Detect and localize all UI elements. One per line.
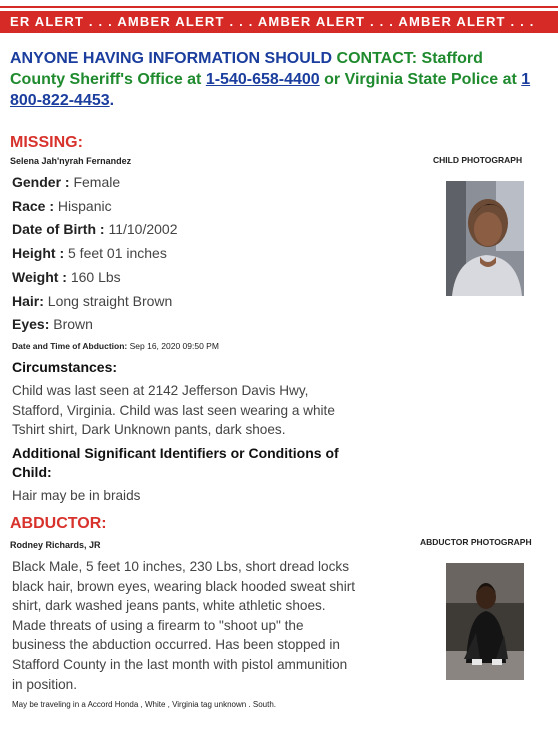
field-label: Height :: [12, 245, 65, 261]
circumstances-text: [12, 381, 335, 440]
field-label: Weight :: [12, 269, 67, 285]
contact-info: [10, 48, 558, 111]
vehicle-footnote: May be traveling in a Accord Honda , White , Virginia tag unknown . South.: [12, 700, 276, 709]
field-value: 160 Lbs: [70, 269, 121, 285]
field-hair: [12, 293, 172, 309]
field-value: Long straight Brown: [47, 293, 173, 309]
identifiers-heading-line: Additional Significant Identifiers or Conditions of: [12, 445, 339, 461]
identifiers-heading: [12, 444, 339, 482]
description-line: in position.: [12, 676, 77, 692]
child-photograph: [446, 181, 524, 296]
field-label: Race :: [12, 198, 55, 214]
field-value: Hispanic: [57, 198, 112, 214]
state-police-phone-link[interactable]: 800-822-4453: [10, 92, 110, 109]
field-value: Female: [73, 174, 121, 190]
field-height: [12, 245, 167, 261]
state-police-text: or Virginia State Police at: [319, 71, 522, 88]
field-label: Hair:: [12, 293, 44, 309]
field-eyes: [12, 316, 93, 332]
state-police-phone-link-start[interactable]: 1: [521, 71, 531, 88]
description-line: Stafford County in the last month with pistol ammunition: [12, 656, 348, 672]
child-photo-image: [446, 181, 524, 296]
field-value: 5 feet 01 inches: [68, 245, 167, 261]
field-label: Eyes:: [12, 316, 50, 332]
circumstances-line: Stafford, Virginia. Child was last seen wearing a white: [12, 402, 335, 418]
abductor-description: [12, 557, 355, 694]
missing-child-name: Selena Jah'nyrah Fernandez: [10, 156, 132, 166]
field-weight: [12, 269, 121, 285]
banner-top-rule: [0, 6, 558, 8]
abduction-value: Sep 16, 2020 09:50 PM: [129, 341, 219, 351]
sheriff-office-text: County Sheriff's Office at: [10, 71, 206, 88]
contact-line-3: [10, 90, 558, 111]
abductor-name: Rodney Richards, JR: [10, 540, 101, 550]
banner-bar: [0, 11, 558, 33]
field-race: [12, 198, 112, 214]
description-line: business the abduction occurred. Has been stopped in: [12, 637, 340, 653]
abduction-date-time: [12, 341, 219, 351]
abductor-heading: ABDUCTOR:: [10, 515, 107, 532]
field-date-of-birth: [12, 221, 177, 237]
field-value: Brown: [53, 316, 93, 332]
abductor-photo-image: [446, 563, 524, 680]
amber-alert-banner: [0, 6, 558, 36]
abduction-label: Date and Time of Abduction:: [12, 341, 128, 351]
missing-heading: MISSING:: [10, 134, 83, 151]
circumstances-line: Tshirt shirt, Dark Unknown pants, dark shoes.: [12, 422, 286, 438]
field-label: Date of Birth :: [12, 221, 105, 237]
description-line: Made threats of using a firearm to "shoot up" the: [12, 617, 304, 633]
abductor-photo-label: ABDUCTOR PHOTOGRAPH: [420, 537, 532, 547]
circumstances-heading: Circumstances:: [12, 359, 118, 375]
child-photo-label: CHILD PHOTOGRAPH: [433, 155, 523, 165]
description-line: shirt, dark washed jeans pants, white athletic shoes.: [12, 598, 326, 614]
field-value: 11/10/2002: [108, 221, 178, 237]
field-label: Gender :: [12, 174, 70, 190]
description-line: black hair, brown eyes, wearing black hooded sweat shirt: [12, 578, 356, 594]
identifiers-text: Hair may be in braids: [12, 488, 141, 503]
identifiers-heading-line: Child:: [12, 464, 52, 480]
contact-line-2: [10, 69, 558, 90]
contact-intro: ANYONE HAVING INFORMATION SHOULD: [10, 50, 337, 67]
field-gender: [12, 174, 120, 190]
description-line: Black Male, 5 feet 10 inches, 230 Lbs, short dread locks: [12, 559, 350, 574]
contact-line-1: [10, 48, 558, 69]
contact-label: CONTACT: Stafford: [336, 50, 483, 67]
banner-text: ER ALERT . . . AMBER ALERT . . . AMBER ALERT . . . AMBER ALERT . . .: [10, 14, 535, 29]
circumstances-line: Child was last seen at 2142 Jefferson Davis Hwy,: [12, 383, 309, 398]
abductor-photograph: [446, 563, 524, 680]
sheriff-phone-link[interactable]: 1-540-658-4400: [205, 71, 320, 88]
contact-period: .: [109, 92, 115, 109]
